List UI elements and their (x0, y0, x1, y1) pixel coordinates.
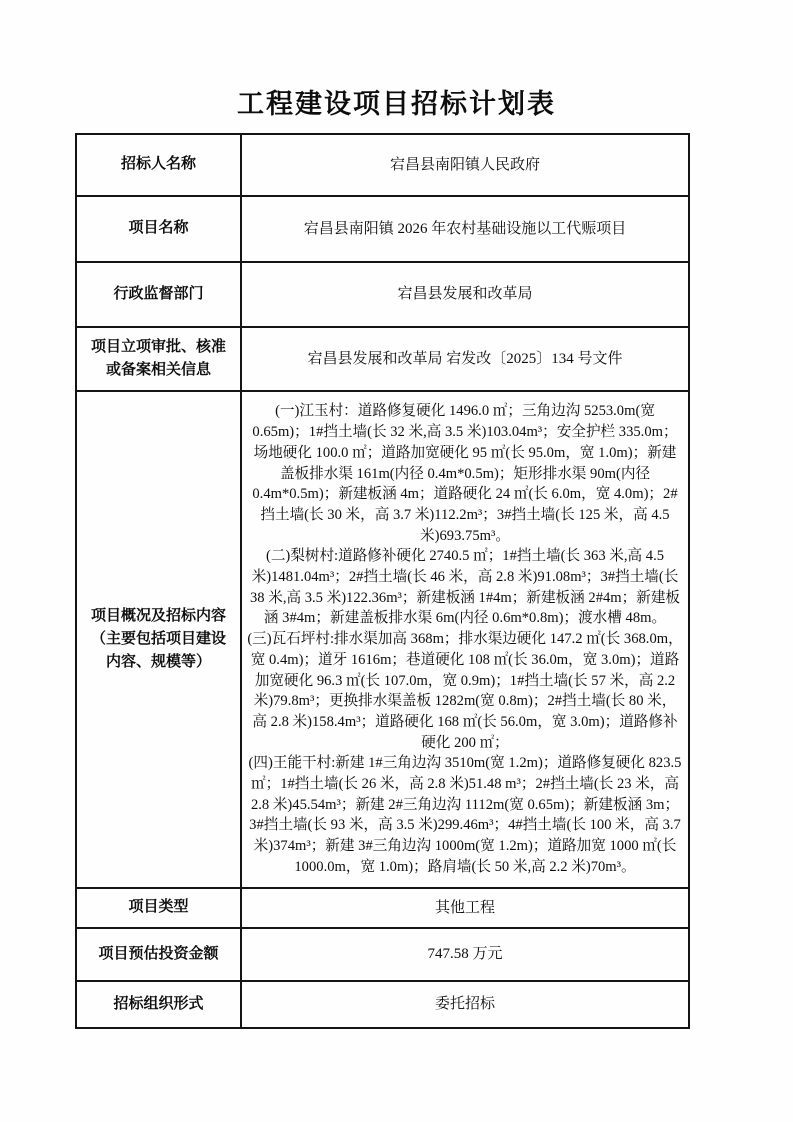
row-value-supervision-department: 宕昌县发展和改革局 (241, 262, 689, 327)
table-row-approval-info (76, 327, 689, 391)
row-label-bidding-organization-form: 招标组织形式 (76, 981, 241, 1028)
row-label-project-name: 项目名称 (76, 196, 241, 262)
table-row-estimated-investment (76, 928, 689, 981)
row-value-project-type: 其他工程 (241, 888, 689, 928)
row-value-estimated-investment: 747.58 万元 (241, 928, 689, 981)
overview-paragraph-village-4: (四)王能干村:新建 1#三角边沟 3510m(宽 1.2m)；道路修复硬化 823.5 ㎡；1#挡土墙(长 26 米，高 2.8 米)51.48 m³；2#挡土墙(长 23 米，高 2.8 米)45.54m³；新建 2#三角边沟 1112m(宽 0.65m)；新建板涵 3m；3#挡土墙(长 93 米，高 3.5 米)299.46m³；4#挡土墙(长 100 米，高 3.7 米)374m³；新建 3#三角边沟 1000m(宽 1.2m)；道路加宽 1000 ㎡(长 1000.0m，宽 1.0m)；路肩墙(长 50 米,高 2.2 米)70m³。 (248, 755, 682, 875)
row-value-bidding-organization-form: 委托招标 (241, 981, 689, 1028)
table-row-bidder-name (76, 134, 689, 196)
table-row-supervision-department (76, 262, 689, 327)
page-title: 工程建设项目招标计划表 (237, 89, 556, 119)
row-label-project-overview: 项目概况及招标内容（主要包括项目建设内容、规模等） (76, 391, 241, 888)
table-row-project-overview (76, 391, 689, 888)
overview-paragraph-village-3: (三)瓦石坪村:排水渠加高 368m；排水渠边硬化 147.2 ㎡(长 368.0m，宽 0.4m)；道牙 1616m；巷道硬化 108 ㎡(长 36.0m，宽 3.0m)；道路加宽硬化 96.3 ㎡(长 107.0m，宽 0.9m)；1#挡土墙(长 57 米，高 2.2 米)79.8m³；更换排水渠盖板 1282m(宽 0.8m)；2#挡土墙(长 80 米，高 2.8 米)158.4m³；道路硬化 168 ㎡(长 56.0m，宽 3.0m)；道路修补硬化 200 ㎡； (247, 631, 683, 751)
row-value-project-name: 宕昌县南阳镇 2026 年农村基础设施以工代赈项目 (241, 196, 689, 262)
row-label-project-type: 项目类型 (76, 888, 241, 928)
row-value-approval-info: 宕昌县发展和改革局 宕发改〔2025〕134 号文件 (241, 327, 689, 391)
table-row-project-type (76, 888, 689, 928)
row-label-bidder-name: 招标人名称 (76, 134, 241, 196)
row-label-supervision-department: 行政监督部门 (76, 262, 241, 327)
overview-paragraph-village-1: (一)江玉村：道路修复硬化 1496.0 ㎡；三角边沟 5253.0m(宽 0.65m)；1#挡土墙(长 32 米,高 3.5 米)103.04m³；安全护栏 335.0m；场地硬化 100.0 ㎡；道路加宽硬化 95 ㎡(长 95.0m，宽 1.0m)；新建盖板排水渠 161m(内径 0.4m*0.5m)；矩形排水渠 90m(内径 0.4m*0.5m)；新建板涵 4m；道路硬化 24 ㎡(长 6.0m，宽 4.0m)；2#挡土墙(长 30 米，高 3.7 米)112.2m³；3#挡土墙(长 125 米，高 4.5 米)693.75m³。 (252, 403, 678, 544)
table-row-bidding-organization-form (76, 981, 689, 1028)
bidding-plan-table (75, 133, 690, 1029)
row-value-project-overview (241, 391, 689, 888)
table-row-project-name (76, 196, 689, 262)
row-label-approval-info: 项目立项审批、核准或备案相关信息 (76, 327, 241, 391)
row-label-estimated-investment: 项目预估投资金额 (76, 928, 241, 981)
row-value-bidder-name: 宕昌县南阳镇人民政府 (241, 134, 689, 196)
overview-paragraph-village-2: (二)梨树村:道路修补硬化 2740.5 ㎡；1#挡土墙(长 363 米,高 4.5 米)1481.04m³；2#挡土墙(长 46 米，高 2.8 米)91.08m³；3#挡土墙(长 38 米,高 3.5 米)122.36m³；新建板涵 1#4m；新建板涵 2#4m；新建板涵 3#4m；新建盖板排水渠 6m(内径 0.6m*0.8m)；渡水槽 48m。 (249, 548, 681, 627)
